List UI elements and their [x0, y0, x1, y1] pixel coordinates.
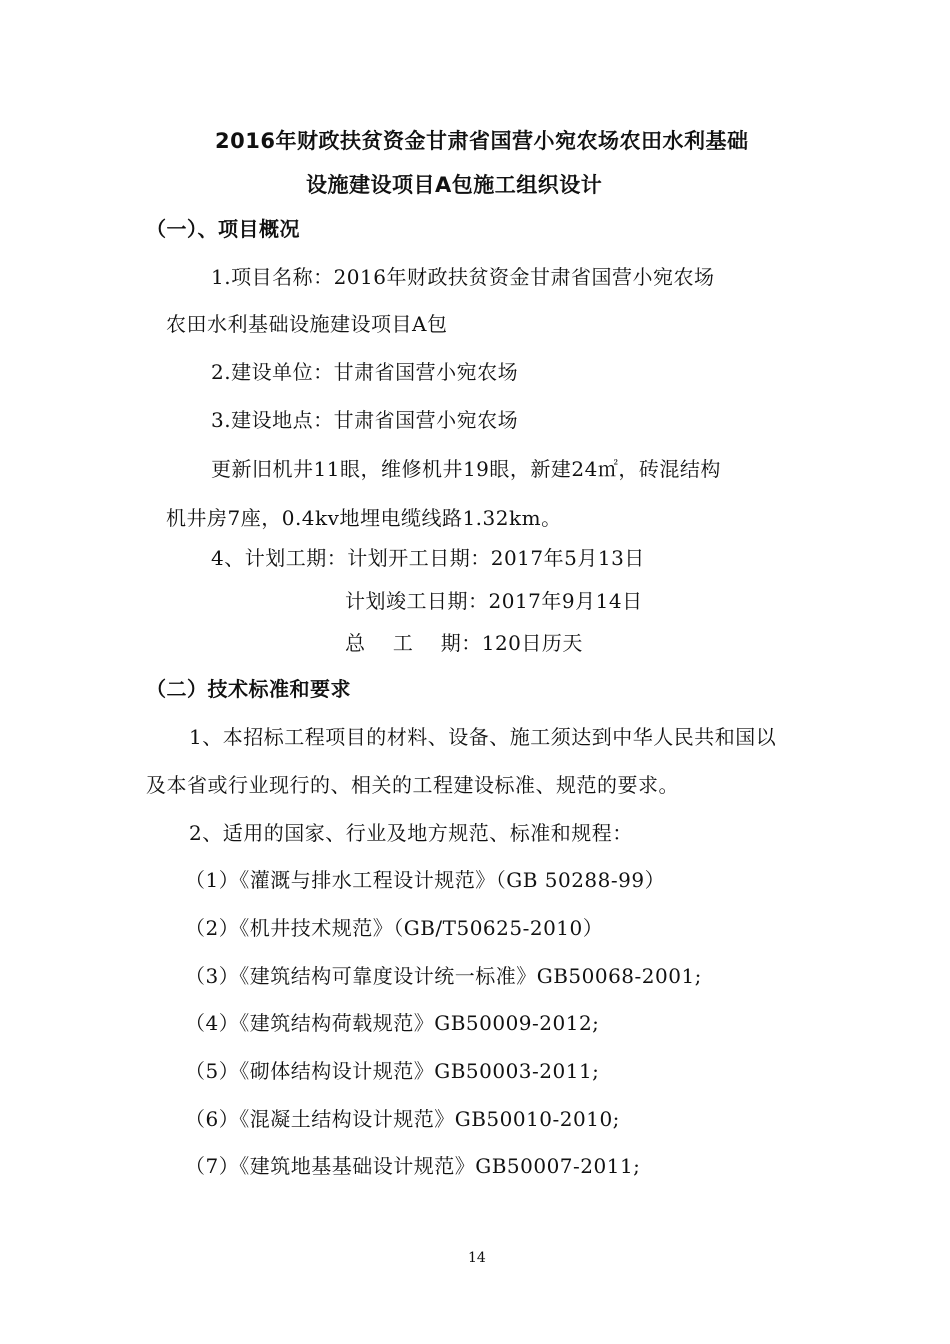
construction-location: 3.建设地点：甘肃省国营小宛农场: [211, 408, 519, 432]
schedule-total-value: 120日历天: [481, 631, 583, 655]
schedule-start: 4、计划工期：计划开工日期：2017年5月13日: [211, 546, 645, 570]
schedule-total: [345, 629, 583, 657]
requirement-1-line-2: 及本省或行业现行的、相关的工程建设标准、规范的要求。: [146, 773, 679, 797]
schedule-total-label: 总 工 期：: [345, 631, 482, 655]
construction-unit: 2.建设单位：甘肃省国营小宛农场: [211, 360, 519, 384]
project-scope-line-1: 更新旧机井11眼，维修机井19眼，新建24㎡，砖混结构: [211, 457, 721, 481]
standard-item: （4）《建筑结构荷载规范》GB50009-2012;: [185, 1011, 600, 1035]
project-scope-line-2: 机井房7座，0.4kv地埋电缆线路1.32km。: [166, 506, 562, 530]
project-name-line-1: 1.项目名称：2016年财政扶贫资金甘肃省国营小宛农场: [211, 265, 715, 289]
section-2-heading: （二）技术标准和要求: [146, 677, 351, 701]
standard-item: （7）《建筑地基基础设计规范》GB50007-2011;: [185, 1154, 641, 1178]
standard-item: （6）《混凝土结构设计规范》GB50010-2010;: [185, 1107, 620, 1131]
document-title-line-2: 设施建设项目A包施工组织设计: [306, 173, 603, 197]
standard-item: （1）《灌溉与排水工程设计规范》（GB 50288-99）: [185, 868, 666, 892]
schedule-end: 计划竣工日期：2017年9月14日: [345, 589, 643, 613]
requirement-2: 2、适用的国家、行业及地方规范、标准和规程：: [189, 821, 633, 845]
standard-item: （5）《砌体结构设计规范》GB50003-2011;: [185, 1059, 600, 1083]
standard-item: （3）《建筑结构可靠度设计统一标准》GB50068-2001;: [185, 964, 702, 988]
requirement-1-line-1: 1、本招标工程项目的材料、设备、施工须达到中华人民共和国以: [189, 725, 777, 749]
project-name-line-2: 农田水利基础设施建设项目A包: [166, 312, 448, 336]
section-1-heading: （一）、项目概况: [146, 217, 300, 241]
page-number: 14: [468, 1250, 486, 1266]
standard-item: （2）《机井技术规范》（GB/T50625-2010）: [185, 916, 604, 940]
document-title-line-1: 2016年财政扶贫资金甘肃省国营小宛农场农田水利基础: [215, 129, 749, 153]
